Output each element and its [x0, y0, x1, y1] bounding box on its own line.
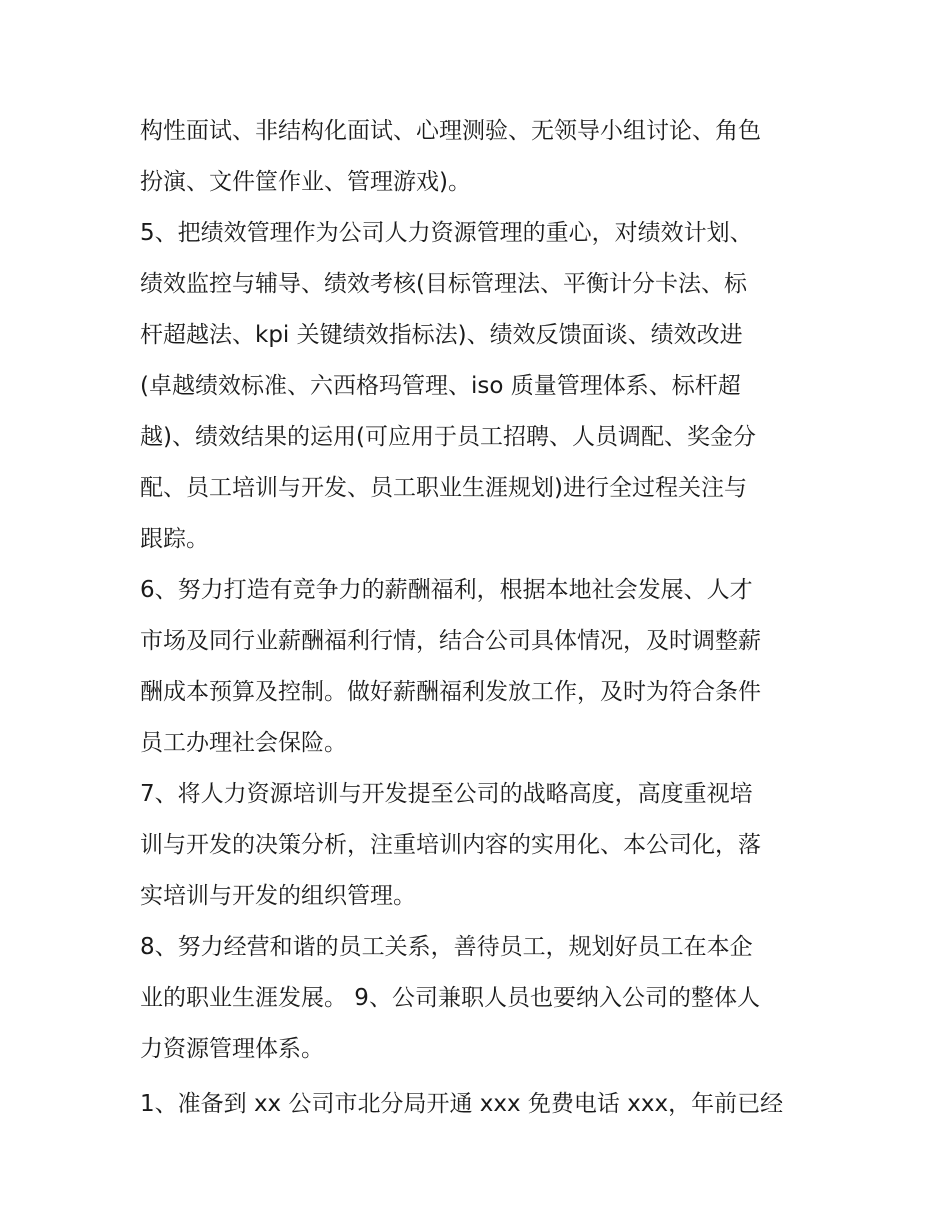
text-line: 绩效监控与辅导、绩效考核(目标管理法、平衡计分卡法、标: [140, 271, 747, 297]
text-line: 杆超越法、kpi 关键绩效指标法)、绩效反馈面谈、绩效改进: [140, 322, 743, 348]
text-line: 7、将人力资源培训与开发提至公司的战略高度，高度重视培: [140, 781, 753, 807]
text-line: 力资源管理体系。: [140, 1036, 324, 1062]
text-line: 1、准备到 xx 公司市北分局开通 xxx 免费电话 xxx，年前已经: [140, 1091, 784, 1117]
text-line: 实培训与开发的组织管理。: [140, 883, 416, 909]
text-line: 市场及同行业薪酬福利行情，结合公司具体情况，及时调整薪: [140, 628, 761, 654]
text-line: (卓越绩效标准、六西格玛管理、iso 质量管理体系、标杆超: [140, 373, 741, 399]
text-line: 员工办理社会保险。: [140, 730, 347, 756]
document-body: [140, 106, 812, 1130]
text-line: 配、员工培训与开发、员工职业生涯规划)进行全过程关注与: [140, 475, 747, 501]
text-line: 6、努力打造有竞争力的薪酬福利，根据本地社会发展、人才: [140, 577, 753, 603]
text-line: 5、把绩效管理作为公司人力资源管理的重心，对绩效计划、: [140, 220, 753, 246]
text-line: 业的职业生涯发展。 9、公司兼职人员也要纳入公司的整体人: [140, 985, 760, 1011]
text-line: 构性面试、非结构化面试、心理测验、无领导小组讨论、角色: [140, 118, 761, 144]
text-line: 跟踪。: [140, 526, 209, 552]
text-line: 越)、绩效结果的运用(可应用于员工招聘、人员调配、奖金分: [140, 424, 756, 450]
text-line: 训与开发的决策分析，注重培训内容的实用化、本公司化，落: [140, 832, 761, 858]
text-line: 8、努力经营和谐的员工关系，善待员工，规划好员工在本企: [140, 934, 753, 960]
text-line: 酬成本预算及控制。做好薪酬福利发放工作，及时为符合条件: [140, 679, 761, 705]
text-line: 扮演、文件筐作业、管理游戏)。: [140, 169, 471, 195]
